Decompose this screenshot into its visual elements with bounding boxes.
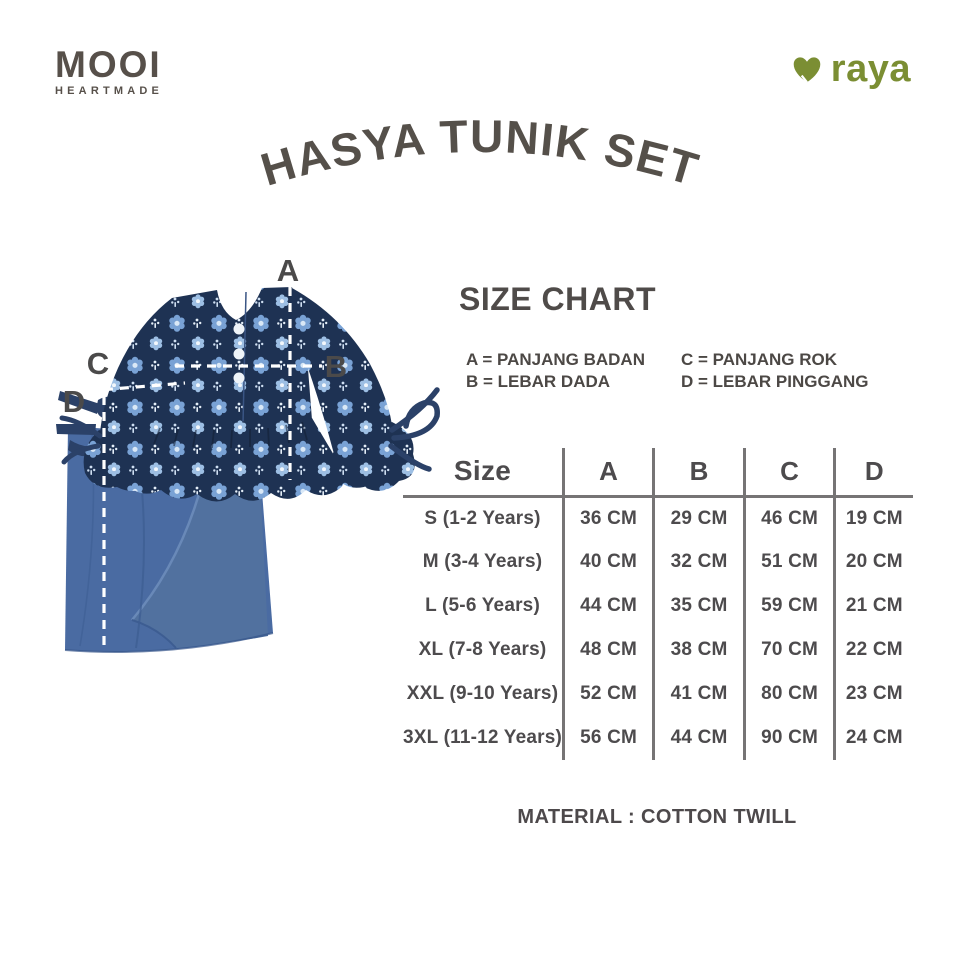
size-cell: M (3-4 Years) [422, 551, 543, 572]
size-cell: L (5-6 Years) [425, 595, 540, 616]
legend-item-a: A = PANJANG BADAN [466, 350, 645, 369]
table-row [403, 716, 913, 760]
measurement-cell: 48 CM [564, 628, 654, 672]
size-table-header-row [403, 448, 913, 496]
size-chart-heading: SIZE CHART [459, 281, 656, 317]
measure-label-b: B [324, 349, 348, 384]
measurement-cell: 32 CM [654, 540, 745, 584]
measurement-cell: 80 CM [745, 672, 835, 716]
measurement-cell: 52 CM [564, 672, 654, 716]
legend-item-d: D = LEBAR PINGGANG [681, 372, 869, 391]
tunic-top-shape [62, 287, 437, 502]
col-header-c: C [745, 448, 835, 496]
svg-text:HASYA TUNIK SET [255, 110, 705, 196]
brand-logo [55, 44, 164, 97]
buttons [234, 324, 245, 384]
col-header-a: A [564, 448, 654, 496]
measurement-cell: 21 CM [835, 584, 913, 628]
measurement-cell: 20 CM [835, 540, 913, 584]
measurement-cell: 90 CM [745, 716, 835, 760]
measurement-cell: 24 CM [835, 716, 913, 760]
measure-legend [466, 349, 869, 392]
measurement-cell: 38 CM [654, 628, 745, 672]
size-table-body [403, 496, 913, 760]
measurement-cell: 51 CM [745, 540, 835, 584]
measurement-cell: 40 CM [564, 540, 654, 584]
raya-logo [790, 50, 911, 88]
measurement-cell: 29 CM [654, 496, 745, 540]
size-cell: 3XL (11-12 Years) [403, 727, 563, 748]
col-header-d: D [835, 448, 913, 496]
measurement-cell: 41 CM [654, 672, 745, 716]
table-row [403, 672, 913, 716]
table-row [403, 540, 913, 584]
material-note: MATERIAL : COTTON TWILL [517, 806, 797, 828]
brand-name: MOOI [55, 44, 162, 85]
legend-item-c: C = PANJANG ROK [681, 350, 838, 369]
table-row [403, 584, 913, 628]
size-cell: S (1-2 Years) [424, 507, 541, 529]
measurement-cell: 23 CM [835, 672, 913, 716]
measurement-cell: 59 CM [745, 584, 835, 628]
table-row [403, 496, 913, 540]
measurement-cell: 56 CM [564, 716, 654, 760]
measurement-cell: 70 CM [745, 628, 835, 672]
raya-wordmark: raya [830, 48, 911, 90]
table-row [403, 628, 913, 672]
measurement-cell: 22 CM [835, 628, 913, 672]
size-cell: XL (7-8 Years) [418, 639, 547, 660]
measurement-cell: 44 CM [654, 716, 745, 760]
measurement-cell: 44 CM [564, 584, 654, 628]
page-title [240, 98, 720, 216]
measurement-cell: 46 CM [745, 496, 835, 540]
heart-icon [790, 52, 824, 86]
measure-label-a: A [276, 253, 300, 288]
col-header-size: Size [403, 448, 564, 496]
size-cell: XXL (9-10 Years) [406, 683, 559, 704]
col-header-b: B [654, 448, 745, 496]
brand-tagline: HEARTMADE [55, 85, 164, 97]
measurement-cell: 35 CM [654, 584, 745, 628]
measure-label-d: D [62, 384, 86, 419]
measurement-cell: 19 CM [835, 496, 913, 540]
measure-label-c: C [86, 346, 110, 381]
measurement-cell: 36 CM [564, 496, 654, 540]
legend-item-b: B = LEBAR DADA [466, 372, 611, 391]
title-text: HASYA TUNIK SET [254, 109, 706, 196]
size-table [403, 448, 913, 760]
